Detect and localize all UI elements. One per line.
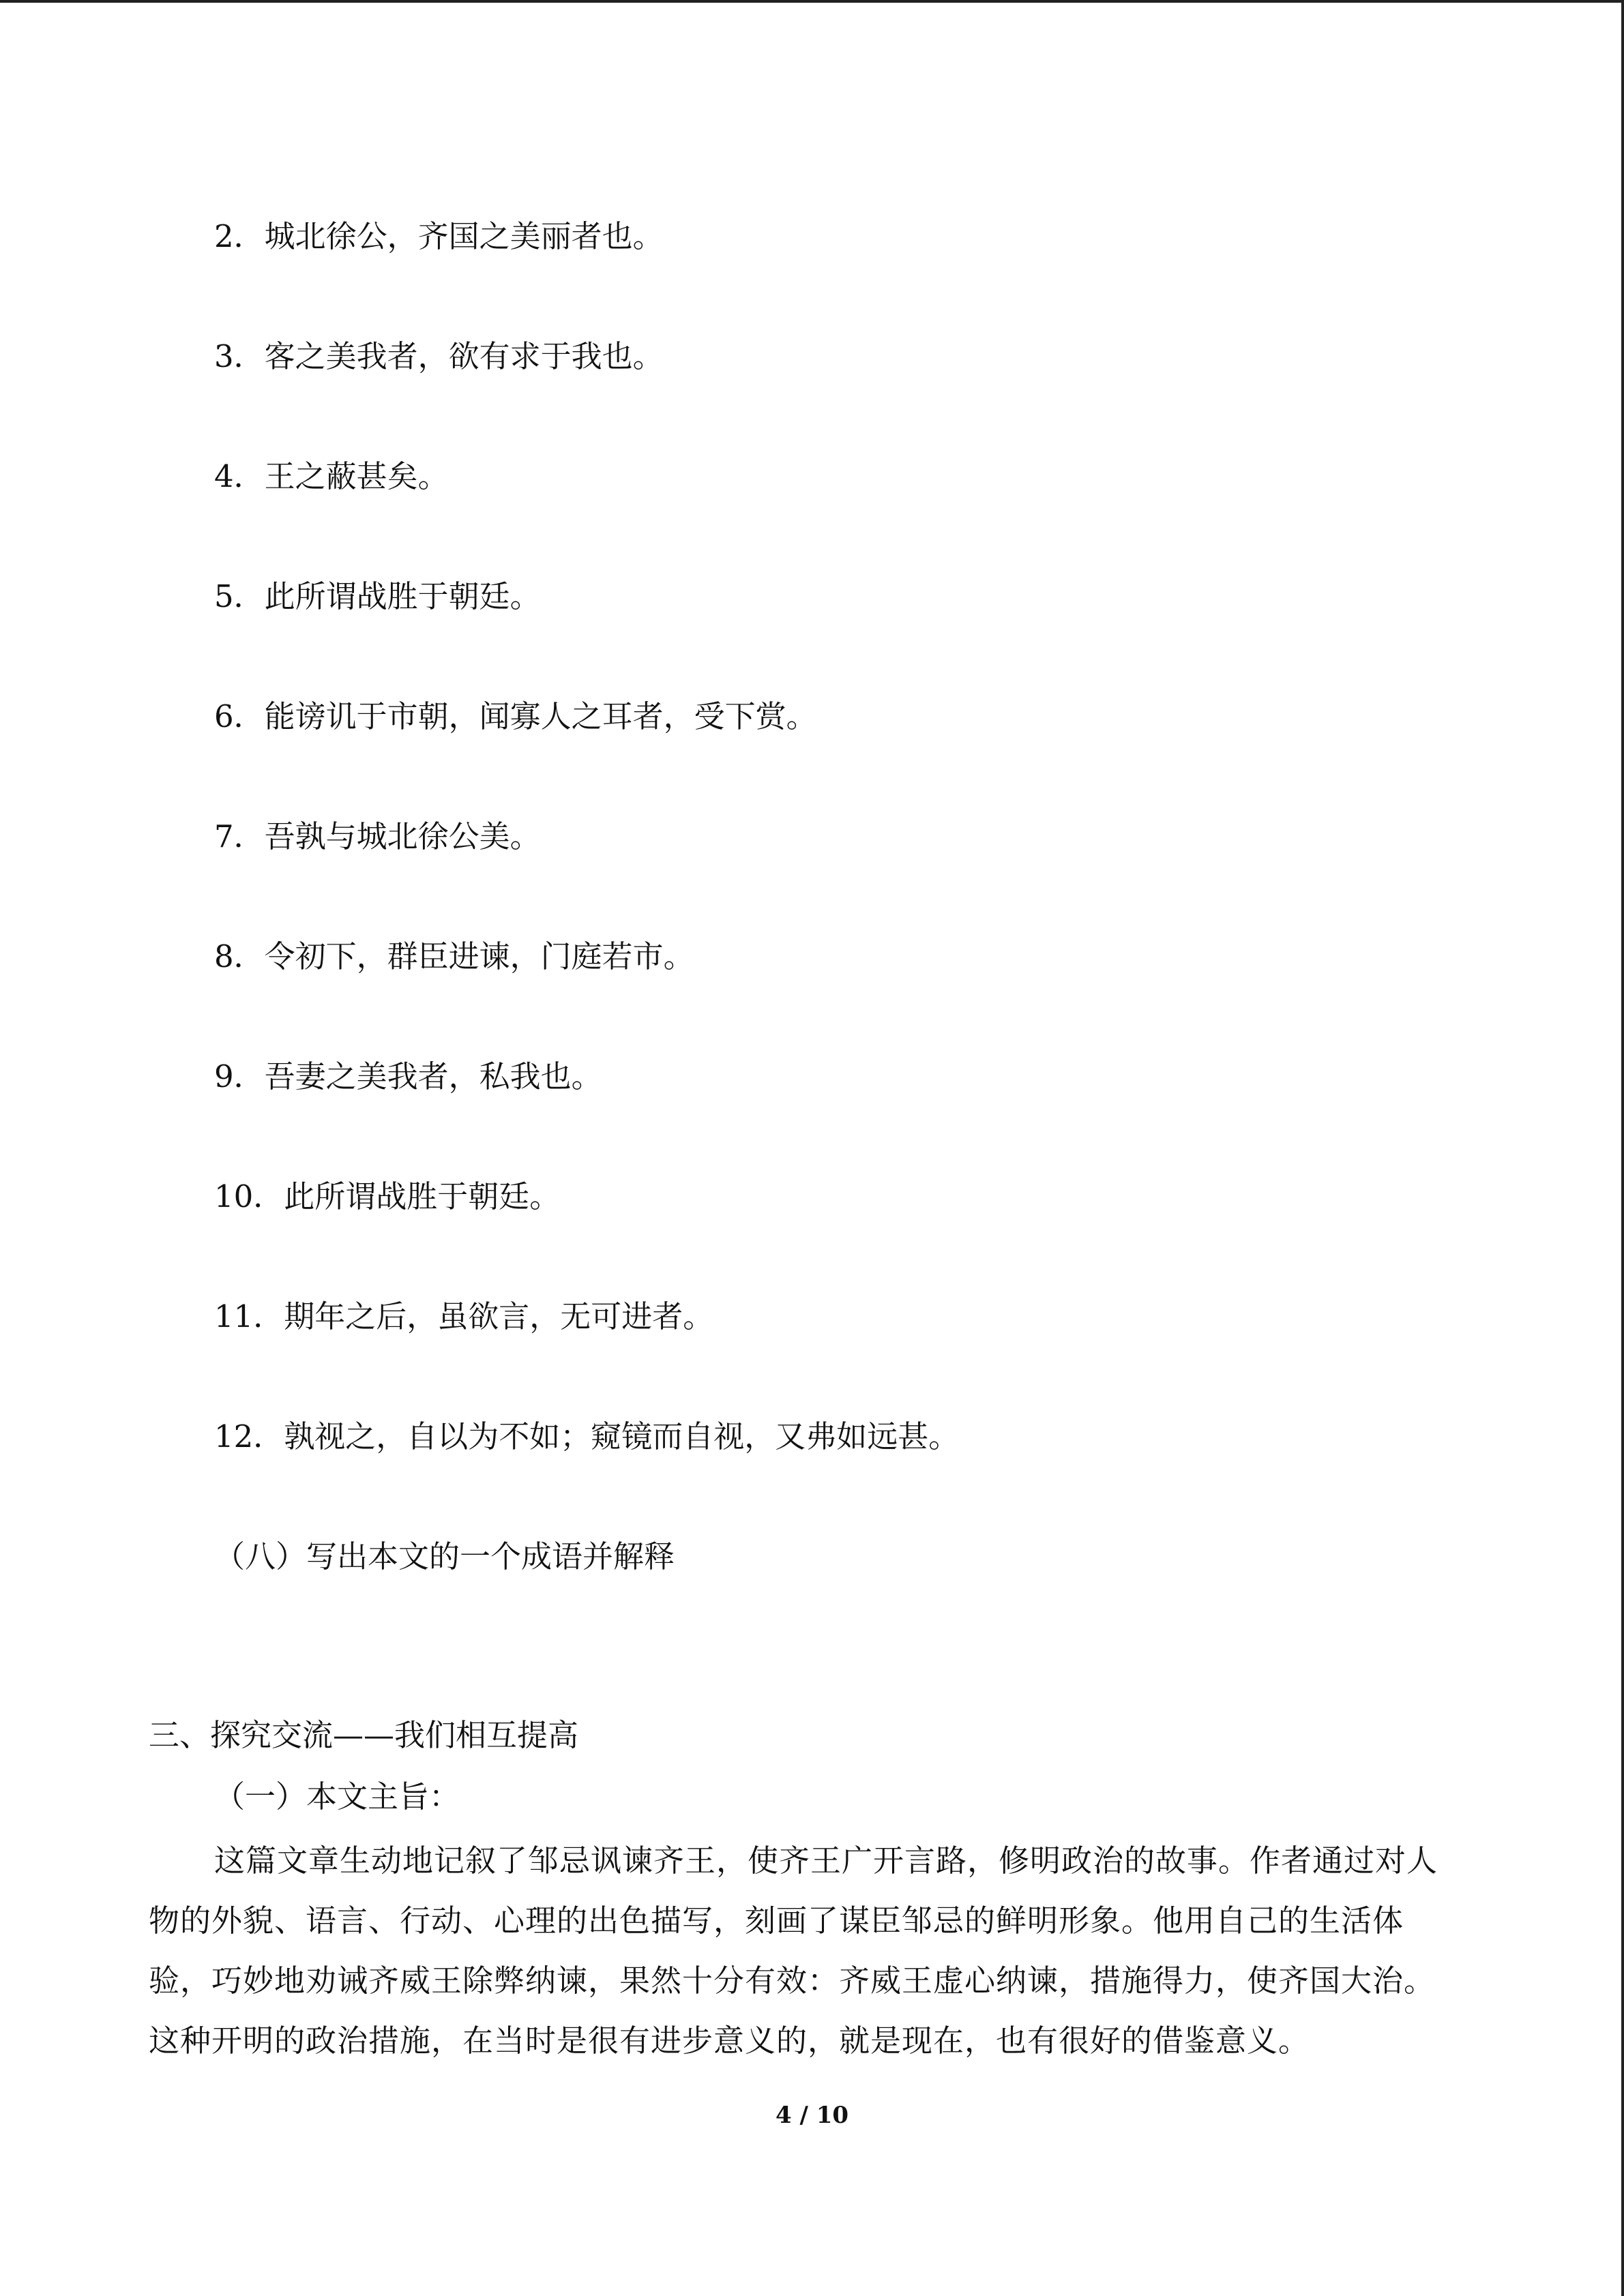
list-item-7: 7．吾孰与城北徐公美。 — [214, 818, 541, 854]
page-number: 4 / 10 — [775, 2102, 849, 2129]
list-item-6: 6．能谤讥于市朝，闻寡人之耳者，受下赏。 — [214, 698, 817, 734]
page-border-right — [1621, 0, 1624, 2296]
list-item-2: 2．城北徐公，齐国之美丽者也。 — [214, 218, 664, 254]
section-heading-3: 三、探究交流——我们相互提高 — [149, 1717, 579, 1753]
page-border-top — [0, 0, 1624, 3]
list-item-5: 5．此所谓战胜于朝廷。 — [214, 578, 541, 614]
list-item-12: 12．孰视之，自以为不如；窥镜而自视，又弗如远甚。 — [214, 1418, 960, 1455]
list-item-8: 8．令初下，群臣进谏，门庭若市。 — [214, 938, 694, 974]
subsection-heading-8: （八）写出本文的一个成语并解释 — [214, 1538, 675, 1575]
main-idea-paragraph: 这篇文章生动地记叙了邹忌讽谏齐王，使齐王广开言路，修明政治的故事。作者通过对人物的外貌、语言、行动、心理的出色描写，刻画了谋臣邹忌的鲜明形象。他用自己的生活体验，巧妙地劝诫齐威王除弊纳谏，果然十分有效：齐威王虚心纳谏，措施得力，使齐国大治。这种开明的政治措施，在当时是很有进步意义的，就是现在，也有很好的借鉴意义。 — [149, 1843, 1438, 2059]
list-item-9: 9．吾妻之美我者，私我也。 — [214, 1058, 602, 1094]
list-item-4: 4．王之蔽甚矣。 — [214, 458, 449, 494]
list-item-11: 11．期年之后，虽欲言，无可进者。 — [214, 1298, 714, 1335]
subsection-heading-1: （一）本文主旨： — [214, 1778, 460, 1815]
list-item-10: 10．此所谓战胜于朝廷。 — [214, 1178, 561, 1214]
list-item-3: 3．客之美我者，欲有求于我也。 — [214, 338, 664, 374]
